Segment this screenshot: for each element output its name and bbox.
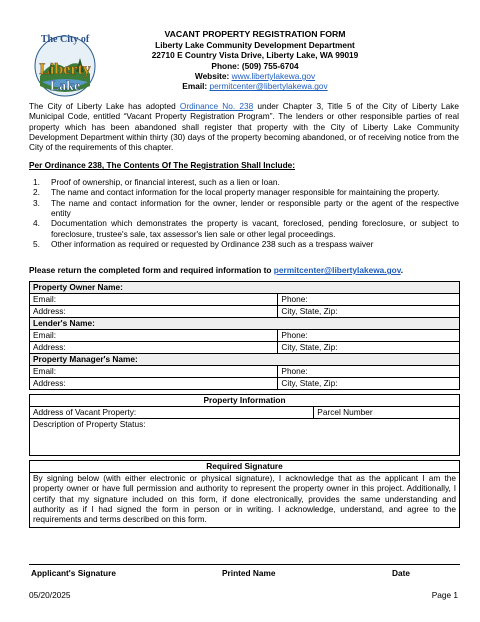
return-note xyxy=(29,265,459,275)
list-number: 2. xyxy=(33,187,40,198)
owner-address-field[interactable]: Address: xyxy=(30,306,278,318)
signature-heading: Required Signature xyxy=(30,461,460,473)
date-label: Date xyxy=(392,568,410,578)
owner-heading: Property Owner Name: xyxy=(30,282,460,294)
intro-paragraph xyxy=(29,101,459,153)
property-heading: Property Information xyxy=(30,395,460,407)
lender-phone-field[interactable]: Phone: xyxy=(278,330,460,342)
list-item xyxy=(29,187,459,197)
form-title: VACANT PROPERTY REGISTRATION FORM xyxy=(164,29,346,39)
website-link[interactable]: www.libertylakewa.gov xyxy=(231,70,316,81)
logo-text-top: The City of xyxy=(40,34,90,45)
lender-email-field[interactable]: Email: xyxy=(30,330,278,342)
list-text: The name and contact information for the owner, lender or responsible party or the agent of the respective entity xyxy=(51,197,459,219)
list-text: The name and contact information for the local property manager responsible for maintaining the property. xyxy=(51,187,440,198)
manager-heading: Property Manager's Name: xyxy=(30,354,460,366)
list-text: Proof of ownership, or financial interest, such as a lien or loan. xyxy=(51,177,280,187)
return-text: Please return the completed form and required information to xyxy=(29,265,274,275)
applicant-signature-label: Applicant's Signature xyxy=(31,568,116,578)
footer-date: 05/20/2025 xyxy=(29,590,71,600)
property-address-field[interactable]: Address of Vacant Property: xyxy=(30,407,314,419)
email-link[interactable]: permitcenter@libertylakewa.gov xyxy=(209,81,328,92)
footer-page-number: Page 1 xyxy=(431,590,458,600)
ordinance-link[interactable]: Ordinance No. 238 xyxy=(179,101,254,111)
logo-text-bot: Lake xyxy=(49,79,81,94)
manager-phone-field[interactable]: Phone: xyxy=(278,366,460,378)
list-number: 5. xyxy=(33,239,40,250)
owner-city-field[interactable]: City, State, Zip: xyxy=(278,306,460,318)
list-text: Documentation which demonstrates the property is vacant, foreclosed, pending foreclosure, or subject to foreclosure, trustee's sale, tax assessor's lien sale or other legal proceedings. xyxy=(51,218,459,239)
email-label: Email: xyxy=(182,81,210,92)
website-line xyxy=(100,71,410,81)
return-end: . xyxy=(400,265,404,275)
signature-statement: By signing below (with either electronic or physical signature), I acknowledge that as the applicant I am the property owner or have full permission and authority to represent the property owner in this project. Additionally, I certify that my signature included on this form, if done electronically, provides the same understanding and authority as if I had signed the form in person or in writing. I acknowledge, understand, and agree to the requirements and terms described on this form. xyxy=(30,473,460,528)
list-item xyxy=(29,198,459,219)
manager-email-field[interactable]: Email: xyxy=(30,366,278,378)
property-table xyxy=(29,394,460,456)
contents-heading: Per Ordinance 238, The Contents Of The Registration Shall Include: xyxy=(29,160,296,170)
list-text: Other information as required or requested by Ordinance 238 such as a trespass waiver xyxy=(51,239,374,250)
list-number: 3. xyxy=(33,197,40,208)
printed-name-label: Printed Name xyxy=(222,568,276,578)
department-name: Liberty Lake Community Development Department xyxy=(155,39,355,50)
logo-text-mid: Liberty xyxy=(39,61,91,78)
list-number: 4. xyxy=(33,218,40,229)
list-item xyxy=(29,239,459,249)
signature-table xyxy=(29,460,460,528)
property-status-field[interactable]: Description of Property Status: xyxy=(30,419,460,456)
owner-phone-field[interactable]: Phone: xyxy=(278,294,460,306)
return-email-link[interactable]: permitcenter@libertylakewa.gov xyxy=(273,265,401,275)
lender-heading: Lender's Name: xyxy=(30,318,460,330)
form-header xyxy=(100,29,410,92)
department-phone: Phone: (509) 755-6704 xyxy=(211,60,299,71)
manager-address-field[interactable]: Address: xyxy=(30,378,278,390)
list-item xyxy=(29,218,459,239)
email-line xyxy=(100,81,410,91)
city-logo xyxy=(28,28,102,102)
contacts-table xyxy=(29,281,460,390)
website-label: Website: xyxy=(194,70,232,81)
parcel-number-field[interactable]: Parcel Number xyxy=(314,407,460,419)
list-item xyxy=(29,177,459,187)
lender-address-field[interactable]: Address: xyxy=(30,342,278,354)
lender-city-field[interactable]: City, State, Zip: xyxy=(278,342,460,354)
manager-city-field[interactable]: City, State, Zip: xyxy=(278,378,460,390)
list-number: 1. xyxy=(33,177,40,187)
signature-line[interactable] xyxy=(29,564,460,565)
contents-list xyxy=(29,177,459,250)
intro-text-2: under Chapter 3, Title 5 of the City of Liberty Lake Municipal Code, entitled “Vacant Property Registration Program”. The lenders or other responsible parties of real property which has been abandoned shall register that property with the City of Liberty Lake Community Development Department within thirty (30) days of the property becoming abandoned, or of receiving notice from the City of the requirements of this chapter. xyxy=(29,101,460,153)
owner-email-field[interactable]: Email: xyxy=(30,294,278,306)
intro-text-1: The City of Liberty Lake has adopted xyxy=(29,101,180,111)
department-address: 22710 E Country Vista Drive, Liberty Lake, WA 99019 xyxy=(151,50,359,61)
